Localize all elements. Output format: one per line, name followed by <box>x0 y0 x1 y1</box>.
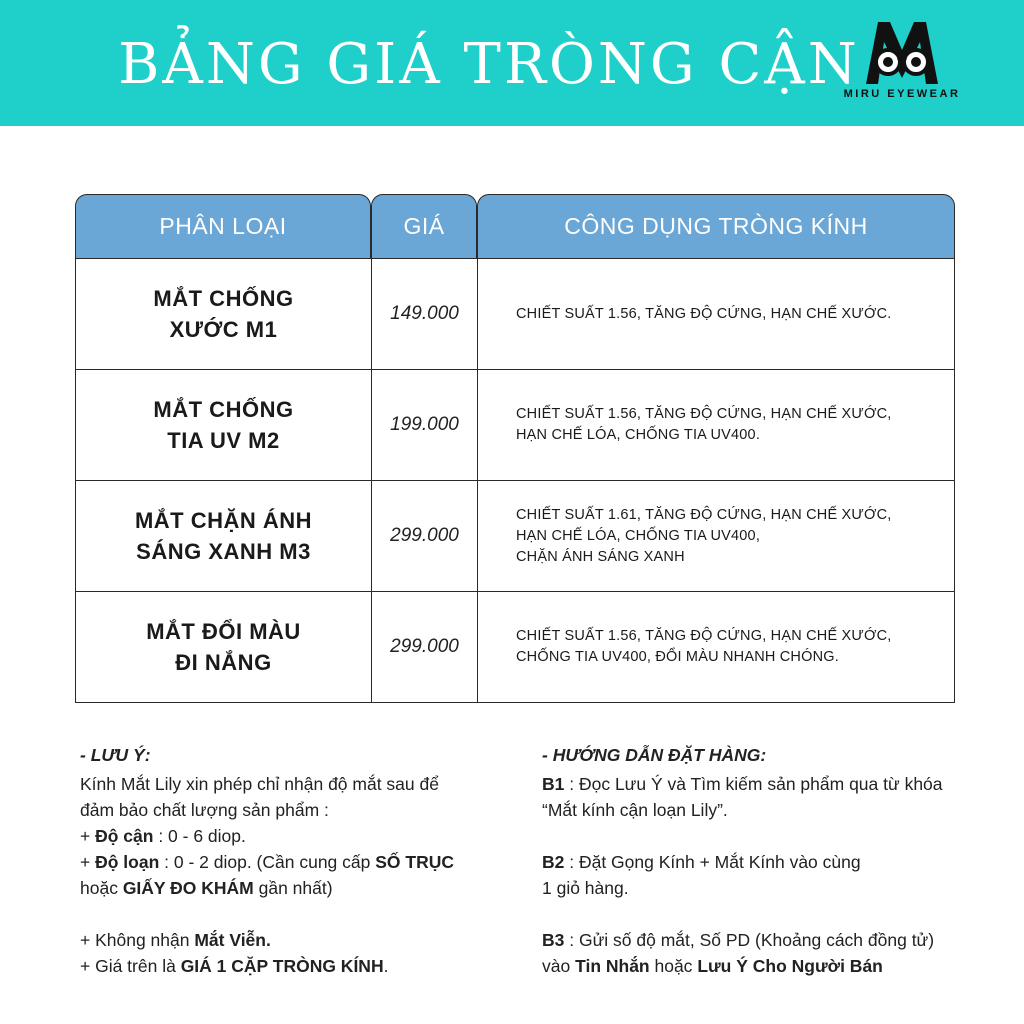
column-header-price: GIÁ <box>371 194 477 258</box>
column-header-type: PHÂN LOẠI <box>75 194 371 258</box>
miru-glasses-logo-icon <box>864 20 940 88</box>
price-table <box>75 194 955 703</box>
note-price-basis: + Giá trên là GIÁ 1 CẶP TRÒNG KÍNH. <box>80 956 389 976</box>
guide-step-2: B2 : Đặt Gọng Kính + Mắt Kính vào cùng 1 giỏ hàng. <box>542 852 861 898</box>
note-astigmatism: + Độ loạn : 0 - 2 diop. (Cần cung cấp SỐ TRỤC hoặc GIẤY ĐO KHÁM gần nhất) <box>80 852 454 898</box>
lens-price: 199.000 <box>371 370 477 481</box>
column-header-usage: CÔNG DỤNG TRÒNG KÍNH <box>477 194 955 258</box>
brand-name: MIRU EYEWEAR <box>843 88 961 100</box>
note-myopia: + Độ cận : 0 - 6 diop. <box>80 826 246 846</box>
lens-type: MẮT CHỐNG TIA UV M2 <box>75 370 371 481</box>
table-row <box>75 370 955 481</box>
note-intro: Kính Mắt Lily xin phép chỉ nhận độ mắt sau để đảm bảo chất lượng sản phẩm : <box>80 774 439 820</box>
lens-description: CHIẾT SUẤT 1.56, TĂNG ĐỘ CỨNG, HẠN CHẾ XƯỚC, HẠN CHẾ LÓA, CHỐNG TIA UV400. <box>477 370 955 481</box>
lens-description: CHIẾT SUẤT 1.56, TĂNG ĐỘ CỨNG, HẠN CHẾ XƯỚC, CHỐNG TIA UV400, ĐỔI MÀU NHANH CHÓNG. <box>477 592 955 703</box>
note-heading: - LƯU Ý: <box>80 745 151 765</box>
lens-price: 299.000 <box>371 481 477 592</box>
lens-price: 299.000 <box>371 592 477 703</box>
brand-logo <box>832 16 972 108</box>
guide-step-3: B3 : Gửi số độ mắt, Số PD (Khoảng cách đồng tử) vào Tin Nhắn hoặc Lưu Ý Cho Người Bán <box>542 930 935 976</box>
note-section <box>80 742 525 979</box>
table-row <box>75 481 955 592</box>
table-row <box>75 258 955 370</box>
guide-heading: - HƯỚNG DẪN ĐẶT HÀNG: <box>542 745 767 765</box>
header-banner <box>0 0 1024 126</box>
guide-step-1: B1 : Đọc Lưu Ý và Tìm kiếm sản phẩm qua từ khóa “Mắt kính cận loạn Lily”. <box>542 774 943 820</box>
lens-description: CHIẾT SUẤT 1.56, TĂNG ĐỘ CỨNG, HẠN CHẾ XƯỚC. <box>477 258 955 370</box>
note-no-hyperopia: + Không nhận Mắt Viễn. <box>80 930 271 950</box>
table-row <box>75 592 955 703</box>
lens-type: MẮT CHẶN ÁNH SÁNG XANH M3 <box>75 481 371 592</box>
lens-type: MẮT CHỐNG XƯỚC M1 <box>75 258 371 370</box>
page-title: BẢNG GIÁ TRÒNG CẬN <box>118 32 860 97</box>
lens-description: CHIẾT SUẤT 1.61, TĂNG ĐỘ CỨNG, HẠN CHẾ XƯỚC, HẠN CHẾ LÓA, CHỐNG TIA UV400, CHẶN ÁNH SÁNG XANH <box>477 481 955 592</box>
lens-type: MẮT ĐỔI MÀU ĐI NẮNG <box>75 592 371 703</box>
order-guide-section <box>542 742 1002 979</box>
lens-price: 149.000 <box>371 258 477 370</box>
